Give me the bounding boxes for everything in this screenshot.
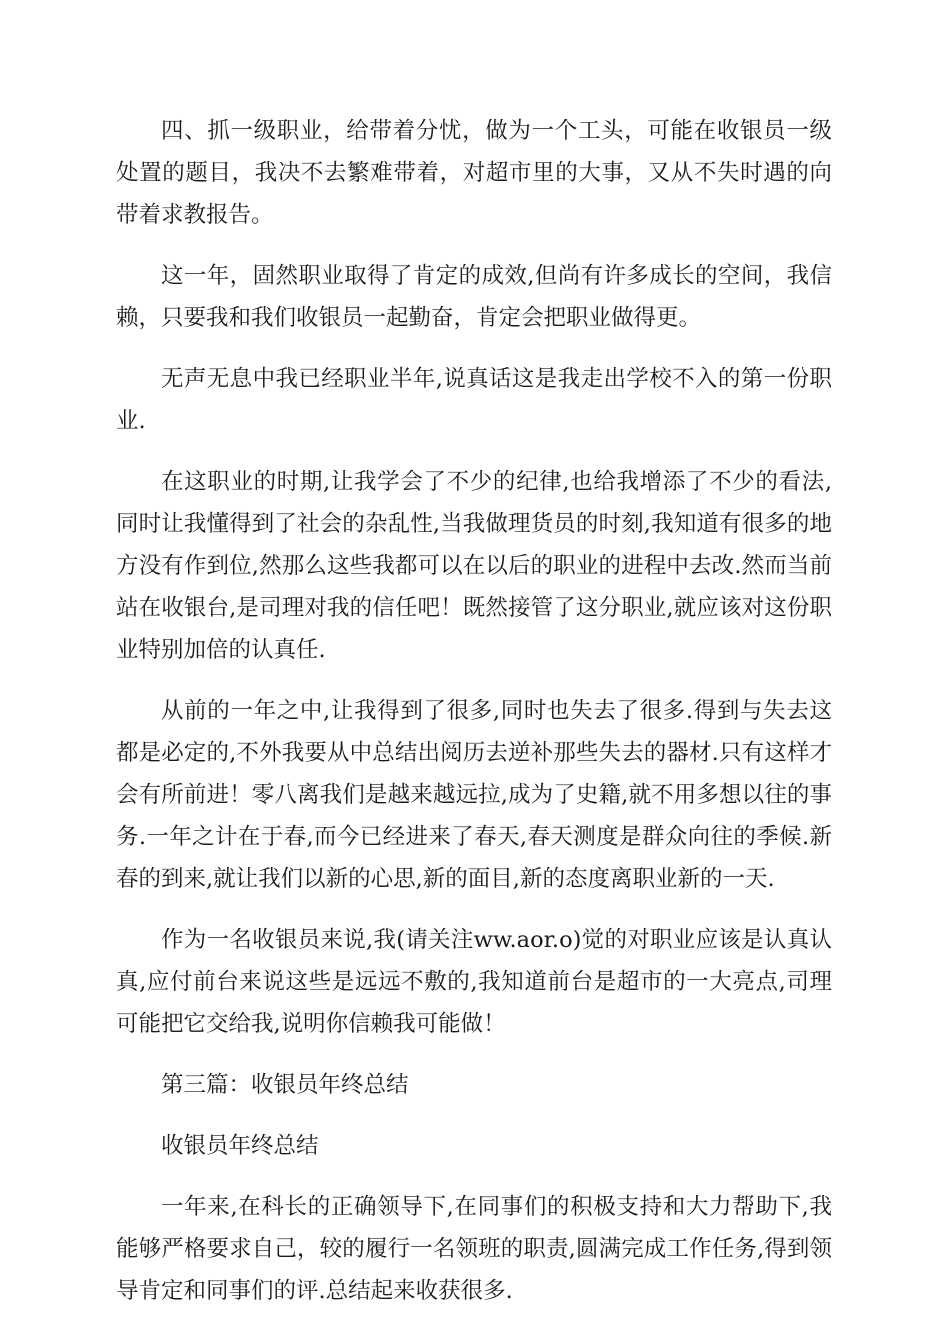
- paragraph-duty: 四、抓一级职业，给带着分忧，做为一个工头，可能在收银员一级处置的题目，我决不去繁难带着，对超市里的大事，又从不失时遇的向带着求教报告。: [116, 118, 832, 228]
- paragraph-year-summary: 这一年，固然职业取得了肯定的成效,但尚有许多成长的空间，我信赖，只要我和我们收银员一起勤奋，肯定会把职业做得更。: [116, 263, 832, 331]
- paragraph-cashier-role: 作为一名收银员来说,我(请关注ww.aor.o)觉的对职业应该是认真认真,应付前台来说这些是远远不敷的,我知道前台是超市的一大亮点,司理可能把它交给我,说明你信赖我可能做！: [116, 927, 832, 1037]
- paragraph-half-year: 无声无息中我已经职业半年,说真话这是我走出学校不入的第一份职业.: [116, 366, 832, 434]
- section-heading: 第三篇：收银员年终总结: [161, 1072, 409, 1098]
- section-title: 收银员年终总结: [161, 1133, 319, 1159]
- paragraph-lessons: 在这职业的时期,让我学会了不少的纪律,也给我增添了不少的看法,同时让我懂得到了社会的杂乱性,当我做理货员的时刻,我知道有很多的地方没有作到位,然那么这些我都可以在以后的职业的进程中去改.然而当前站在收银台,是司理对我的信任吧！既然接管了这分职业,就应该对这份职业特别加倍的认真任.: [116, 469, 832, 663]
- paragraph-annual-intro: 一年来,在科长的正确领导下,在同事们的积极支持和大力帮助下,我能够严格要求自己，较的履行一名领班的职责,圆满完成工作任务,得到领导肯定和同事们的评.总结起来收获很多.: [116, 1194, 832, 1304]
- document-body: [116, 110, 832, 1331]
- paragraph-past-year: 从前的一年之中,让我得到了很多,同时也失去了很多.得到与失去这都是必定的,不外我要从中总结出阅历去逆补那些失去的器材.只有这样才会有所前进！零八离我们是越来越远拉,成为了史籍,就不用多想以往的事务.一年之计在于春,而今已经进来了春天,春天测度是群众向往的季候.新春的到来,就让我们以新的心思,新的面目,新的态度离职业新的一天.: [116, 698, 832, 892]
